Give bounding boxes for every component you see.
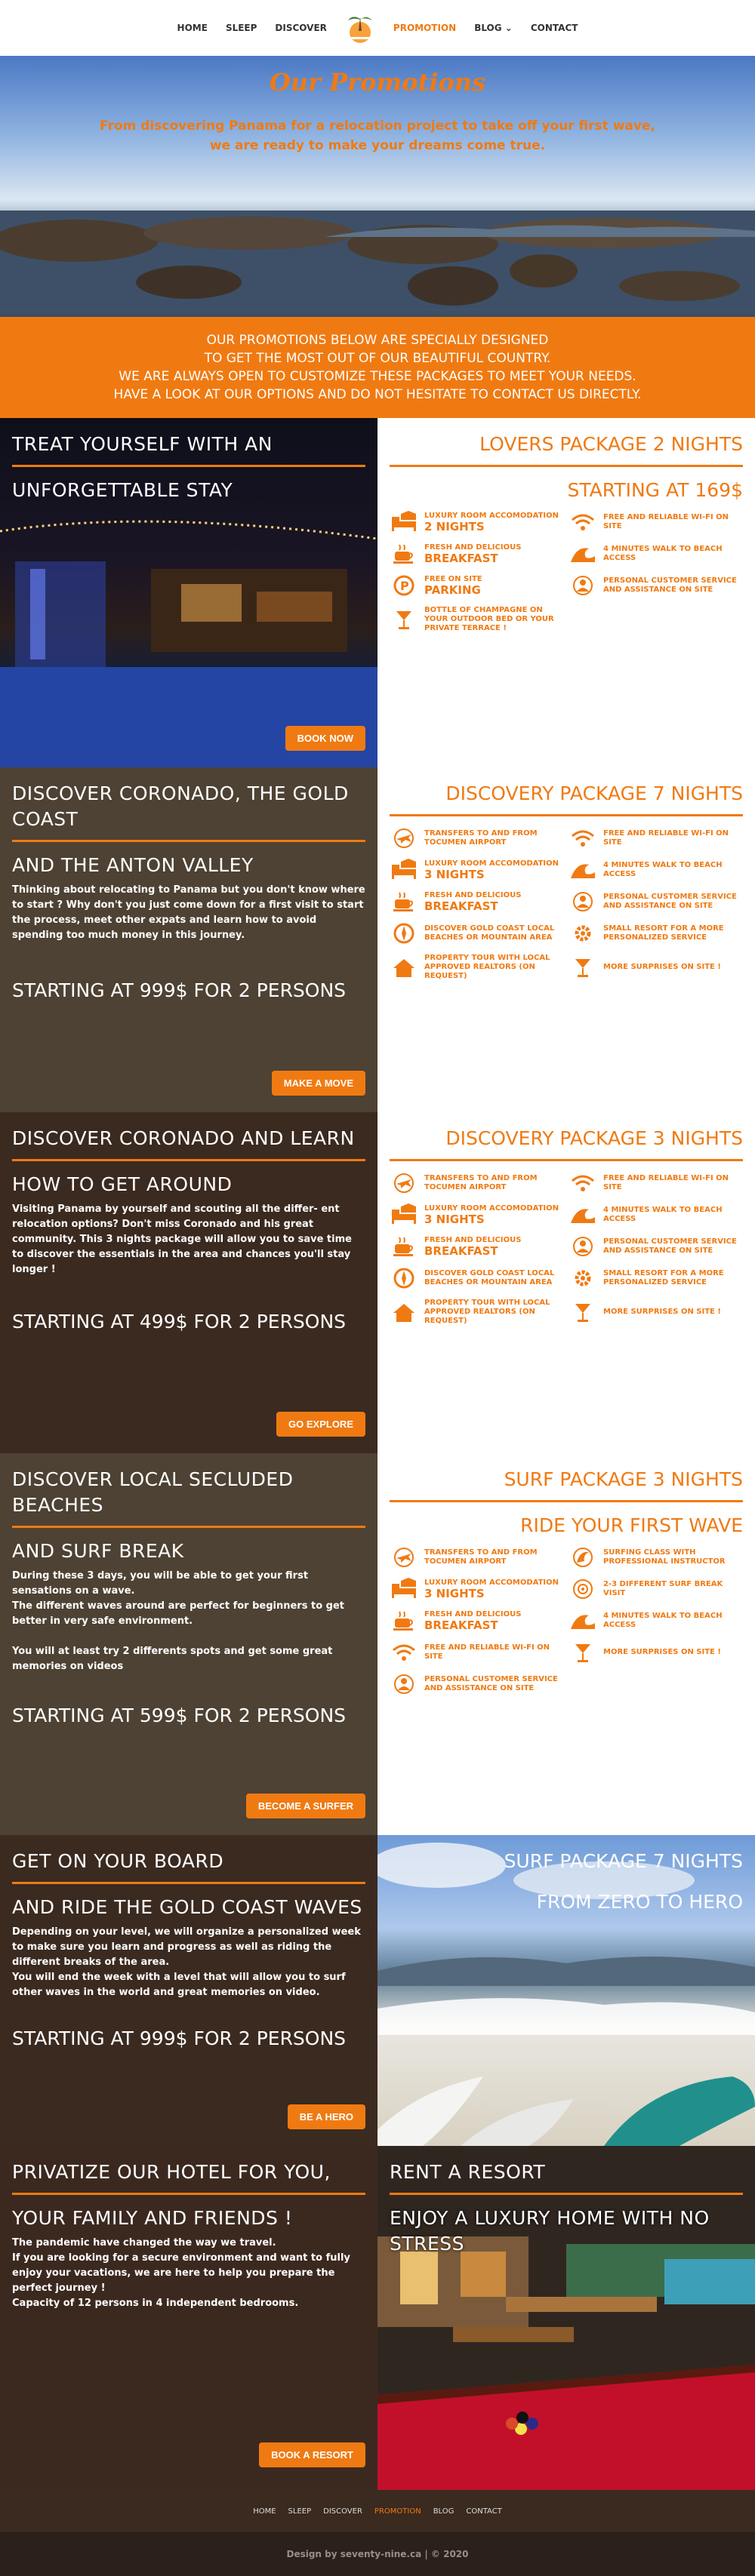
chevron-down-icon: ⌄ [504, 23, 513, 33]
feature-item [390, 954, 564, 981]
surf3-heading-1: DISCOVER LOCAL SECLUDED BEACHES [12, 1467, 365, 1528]
feature-text [603, 1648, 721, 1657]
feature-small-text: FRESH AND DELICIOUS [424, 1235, 522, 1244]
feature-small-text: PROPERTY TOUR WITH LOCAL APPROVED REALTORS (ON REQUEST) [424, 1299, 550, 1325]
feature-text [424, 1675, 564, 1693]
feature-item [569, 1546, 743, 1569]
surf3-right [378, 1453, 755, 1835]
feature-small-text: 4 MINUTES WALK TO BEACH ACCESS [603, 861, 723, 878]
hero-banner [0, 56, 755, 317]
feature-text [424, 512, 559, 533]
bed-icon [390, 859, 418, 881]
compass-icon [390, 1267, 418, 1290]
hero-line-1: From discovering Panama for a relocation project to take off your first wave, [100, 118, 655, 134]
disc3-heading-2: HOW TO GET AROUND [12, 1173, 233, 1195]
feature-text [424, 954, 564, 981]
feature-small-text: TRANSFERS TO AND FROM TOCUMEN AIRPORT [424, 1174, 538, 1191]
nav-home[interactable]: HOME [177, 23, 208, 33]
footer-sleep[interactable]: SLEEP [288, 2507, 312, 2516]
person-icon [569, 574, 597, 597]
feature-text [603, 1580, 743, 1598]
feature-small-text: DISCOVER GOLD COAST LOCAL BEACHES OR MOUNTAIN AREA [424, 924, 555, 942]
feature-small-text: LUXURY ROOM ACCOMODATION [424, 859, 559, 868]
nav-sleep[interactable]: SLEEP [225, 23, 257, 33]
feature-item [390, 511, 564, 533]
logo[interactable] [342, 10, 378, 46]
feature-text [603, 1548, 743, 1566]
feature-item [390, 922, 564, 945]
feature-small-text: 4 MINUTES WALK TO BEACH ACCESS [603, 1612, 723, 1629]
bed-icon [390, 1578, 418, 1600]
distant-island [325, 222, 755, 237]
feature-item [390, 1267, 564, 1290]
feature-small-text: TRANSFERS TO AND FROM TOCUMEN AIRPORT [424, 1548, 538, 1566]
feature-small-text: LUXURY ROOM ACCOMODATION [424, 1203, 559, 1213]
wifi-icon [569, 1172, 597, 1194]
feature-item [569, 1641, 743, 1664]
coffee-icon [390, 1235, 418, 1258]
feature-big-text: BREAKFAST [424, 899, 498, 913]
surf3-features [390, 1546, 743, 1695]
feature-item [569, 543, 743, 565]
lovers-subtitle: STARTING AT 169$ [567, 479, 743, 501]
bed-icon [390, 511, 418, 533]
feature-small-text: FREE ON SITE [424, 574, 482, 583]
banner-line: HAVE A LOOK AT OUR OPTIONS AND DO NOT HESITATE TO CONTACT US DIRECTLY. [113, 387, 642, 402]
feature-text [603, 1206, 743, 1224]
feature-text [603, 545, 743, 563]
feature-text [424, 1610, 521, 1632]
disc7-features [390, 827, 743, 981]
feature-text [603, 829, 743, 847]
feature-small-text: FRESH AND DELICIOUS [424, 543, 522, 552]
surf3-description: During these 3 days, you will be able to get your first sensations on a wave. The different waves around are perfect for beginners to get better in very safe environment. You will at least try 2 differents spots and get some great memories on videos [12, 1570, 344, 1672]
surf3-left [0, 1453, 378, 1835]
feature-small-text: 2-3 DIFFERENT SURF BREAK VISIT [603, 1580, 723, 1597]
feature-small-text: PROPERTY TOUR WITH LOCAL APPROVED REALTORS (ON REQUEST) [424, 954, 550, 980]
feature-text [424, 606, 564, 633]
resort-poolroom-photo [378, 2146, 755, 2490]
feature-item [569, 1172, 743, 1194]
feature-item [390, 1609, 564, 1632]
package-surf-3 [0, 1453, 755, 1835]
feature-big-text: BREAKFAST [424, 551, 498, 565]
feature-item [390, 890, 564, 913]
champagne-icon [569, 1301, 597, 1323]
resort-left [0, 2146, 378, 2490]
disc3-right [378, 1112, 755, 1453]
feature-item [390, 1546, 564, 1569]
disc3-left [0, 1112, 378, 1453]
wifi-icon [569, 511, 597, 533]
gear-icon [569, 1267, 597, 1290]
lovers-left [0, 418, 378, 767]
feature-big-text: 3 NIGHTS [424, 1586, 485, 1600]
surf7-left [0, 1835, 378, 2146]
surf7-price: STARTING AT 999$ FOR 2 PERSONS [12, 2027, 347, 2049]
feature-text [424, 1269, 564, 1287]
become-a-surfer-button[interactable]: BECOME A SURFER [246, 1794, 365, 1818]
feature-small-text: 4 MINUTES WALK TO BEACH ACCESS [603, 1206, 723, 1223]
footer-promotion[interactable]: PROMOTION [374, 2507, 421, 2516]
feature-text [424, 829, 564, 847]
feature-small-text: MORE SURPRISES ON SITE ! [603, 963, 721, 971]
feature-text [424, 859, 559, 881]
beach-surfboards-photo [378, 1835, 755, 2146]
feature-small-text: 4 MINUTES WALK TO BEACH ACCESS [603, 545, 723, 562]
footer-nav [0, 2490, 755, 2532]
footer-home[interactable]: HOME [253, 2507, 276, 2516]
banner-line: OUR PROMOTIONS BELOW ARE SPECIALLY DESIGNED [206, 333, 549, 348]
bed-icon [390, 1203, 418, 1226]
feature-small-text: MORE SURPRISES ON SITE ! [603, 1648, 721, 1656]
feature-item [569, 1203, 743, 1226]
nav-blog[interactable] [474, 23, 513, 33]
feature-item [390, 827, 564, 850]
coffee-icon [390, 1609, 418, 1632]
feature-small-text: LUXURY ROOM ACCOMODATION [424, 1578, 559, 1587]
nav-promotion[interactable]: PROMOTION [393, 23, 457, 33]
disc3-title: DISCOVERY PACKAGE 3 NIGHTS [390, 1126, 743, 1161]
disc7-left [0, 767, 378, 1112]
feature-text [424, 1548, 564, 1566]
wave-icon [569, 859, 597, 881]
feature-item [569, 1267, 743, 1290]
coffee-icon [390, 890, 418, 913]
feature-text [603, 893, 743, 911]
target-icon [569, 1578, 597, 1600]
go-explore-button[interactable]: GO EXPLORE [276, 1412, 365, 1437]
feature-text [424, 1643, 564, 1661]
wave-icon [569, 1609, 597, 1632]
plane-icon [390, 1546, 418, 1569]
footer-contact[interactable]: CONTACT [466, 2507, 502, 2516]
feature-small-text: PERSONAL CUSTOMER SERVICE AND ASSISTANCE ON SITE [603, 1237, 737, 1255]
surf7-heading-2: AND RIDE THE GOLD COAST WAVES [12, 1896, 362, 1918]
feature-text [424, 1578, 559, 1600]
feature-text [424, 1299, 564, 1326]
feature-item [569, 890, 743, 913]
be-a-hero-button[interactable]: BE A HERO [288, 2104, 365, 2129]
person-icon [569, 1235, 597, 1258]
nav-blog-label: BLOG [474, 23, 502, 33]
feature-text [603, 1174, 743, 1192]
coffee-icon [390, 543, 418, 565]
feature-big-text: 3 NIGHTS [424, 867, 485, 881]
feature-text [603, 1237, 743, 1256]
feature-big-text: 2 NIGHTS [424, 519, 485, 533]
feature-small-text: PERSONAL CUSTOMER SERVICE AND ASSISTANCE ON SITE [603, 893, 737, 910]
feature-item [390, 574, 564, 597]
feature-item [569, 574, 743, 597]
intro-banner [0, 317, 755, 418]
footer-blog[interactable]: BLOG [433, 2507, 455, 2516]
hero-subtitle [0, 116, 755, 155]
surf7-heading-1: GET ON YOUR BOARD [12, 1849, 365, 1884]
disc7-right [378, 767, 755, 1112]
feature-item [569, 1235, 743, 1258]
parking-icon [390, 574, 418, 597]
feature-big-text: PARKING [424, 583, 481, 597]
disc7-description: Thinking about relocating to Panama but you don't know where to start ? Why don't you just come down for a first visit to start the process, meet other expats and learn how to avoid spending too much money in this journey. [12, 884, 365, 941]
champagne-icon [569, 956, 597, 979]
resort-subtitle: ENJOY A LUXURY HOME WITH NO STRESS [390, 2207, 710, 2255]
feature-small-text: FREE AND RELIABLE WI-FI ON SITE [603, 829, 729, 847]
wave-icon [569, 1203, 597, 1226]
nav-contact[interactable]: CONTACT [530, 23, 578, 33]
lovers-right [378, 418, 755, 767]
feature-text [424, 891, 521, 913]
gear-icon [569, 922, 597, 945]
copyright: Design by seventy-nine.ca | © 2020 [0, 2532, 755, 2576]
person-icon [569, 890, 597, 913]
feature-small-text: FREE AND RELIABLE WI-FI ON SITE [603, 513, 729, 530]
feature-text [603, 513, 743, 531]
resort-title: RENT A RESORT [390, 2159, 743, 2195]
feature-item [390, 543, 564, 565]
plane-icon [390, 827, 418, 850]
wifi-icon [390, 1641, 418, 1664]
feature-item [390, 1578, 564, 1600]
feature-small-text: FREE AND RELIABLE WI-FI ON SITE [424, 1643, 550, 1661]
feature-item [390, 1673, 564, 1695]
disc3-features [390, 1172, 743, 1326]
feature-big-text: 3 NIGHTS [424, 1212, 485, 1226]
feature-text [603, 576, 743, 595]
svg-text:P: P [400, 579, 409, 593]
feature-item [569, 1609, 743, 1632]
make-a-move-button[interactable]: MAKE A MOVE [272, 1071, 365, 1096]
feature-small-text: FRESH AND DELICIOUS [424, 890, 522, 899]
person-icon [390, 1673, 418, 1695]
surf3-price: STARTING AT 599$ FOR 2 PERSONS [12, 1705, 347, 1726]
feature-item [390, 1299, 564, 1326]
feature-text [424, 575, 482, 597]
book-now-button[interactable]: BOOK NOW [285, 726, 365, 751]
book-a-resort-button[interactable]: BOOK A RESORT [259, 2442, 365, 2467]
feature-small-text: SMALL RESORT FOR A MORE PERSONALIZED SERVICE [603, 924, 724, 942]
feature-text [424, 1204, 559, 1226]
feature-item [390, 1172, 564, 1194]
resort-description: The pandemic have changed the way we travel. If you are looking for a secure environment and want to fully enjoy your vacations, we are here to help you prepare the perfect journey ! Capacity of 12 persons in 4 independent bedrooms. [12, 2237, 350, 2309]
feature-small-text: SMALL RESORT FOR A MORE PERSONALIZED SERVICE [603, 1269, 724, 1286]
resort-heading-2: YOUR FAMILY AND FRIENDS ! [12, 2207, 293, 2229]
feature-text [424, 543, 521, 565]
surf7-description: Depending on your level, we will organize a personalized week to make sure you learn and progress as well as riding the different breaks of the area. You will end the week with a level that will allow you to surf other waves in the world and great memories on video. [12, 1926, 361, 1998]
feature-small-text: FREE AND RELIABLE WI-FI ON SITE [603, 1174, 729, 1191]
feature-small-text: PERSONAL CUSTOMER SERVICE AND ASSISTANCE ON SITE [603, 576, 737, 594]
resort-heading-1: PRIVATIZE OUR HOTEL FOR YOU, [12, 2159, 365, 2195]
surf7-right [378, 1835, 755, 2146]
feature-item [569, 859, 743, 881]
feature-small-text: PERSONAL CUSTOMER SERVICE AND ASSISTANCE ON SITE [424, 1675, 558, 1692]
feature-text [424, 1236, 521, 1258]
feature-text [603, 1308, 721, 1317]
page-title: Our Promotions [269, 68, 486, 97]
banner-line: WE ARE ALWAYS OPEN TO CUSTOMIZE THESE PACKAGES TO MEET YOUR NEEDS. [119, 369, 636, 384]
feature-text [603, 1612, 743, 1630]
feature-small-text: MORE SURPRISES ON SITE ! [603, 1308, 721, 1316]
feature-text [603, 1269, 743, 1287]
feature-text [424, 924, 564, 942]
compass-icon [390, 922, 418, 945]
disc7-heading-1: DISCOVER CORONADO, THE GOLD COAST [12, 781, 365, 842]
disc3-price: STARTING AT 499$ FOR 2 PERSONS [12, 1311, 347, 1333]
disc7-heading-2: AND THE ANTON VALLEY [12, 854, 254, 876]
feature-big-text: BREAKFAST [424, 1618, 498, 1632]
hero-line-2: we are ready to make your dreams come true. [209, 138, 546, 153]
feature-item [569, 1578, 743, 1600]
surf3-heading-2: AND SURF BREAK [12, 1540, 184, 1562]
package-rent-resort [0, 2146, 755, 2490]
wifi-icon [569, 827, 597, 850]
lovers-features [390, 511, 743, 633]
banner-line: TO GET THE MOST OUT OF OUR BEAUTIFUL COUNTRY. [204, 351, 551, 366]
feature-small-text: BOTTLE OF CHAMPAGNE ON YOUR OUTDOOR BED OR YOUR PRIVATE TERRACE ! [424, 606, 554, 632]
package-lovers [0, 418, 755, 767]
feature-text [424, 1174, 564, 1192]
disc7-price: STARTING AT 999$ FOR 2 PERSONS [12, 979, 347, 1001]
surf3-subtitle: RIDE YOUR FIRST WAVE [520, 1514, 743, 1536]
feature-item [569, 1299, 743, 1326]
champagne-icon [569, 1641, 597, 1664]
plane-icon [390, 1172, 418, 1194]
lovers-heading-1: TREAT YOURSELF WITH AN [12, 432, 365, 467]
package-surf-7 [0, 1835, 755, 2146]
surf7-title: SURF PACKAGE 7 NIGHTS [504, 1850, 743, 1872]
feature-item [569, 922, 743, 945]
footer-discover[interactable]: DISCOVER [323, 2507, 362, 2516]
feature-item [390, 1203, 564, 1226]
surf7-subtitle: FROM ZERO TO HERO [536, 1891, 743, 1913]
top-nav [0, 0, 755, 56]
feature-item [390, 1235, 564, 1258]
feature-big-text: BREAKFAST [424, 1243, 498, 1258]
package-discovery-3 [0, 1112, 755, 1453]
feature-small-text: FRESH AND DELICIOUS [424, 1609, 522, 1618]
feature-small-text: SURFING CLASS WITH PROFESSIONAL INSTRUCTOR [603, 1548, 726, 1566]
feature-text [603, 924, 743, 942]
feature-item [390, 606, 564, 633]
feature-small-text: TRANSFERS TO AND FROM TOCUMEN AIRPORT [424, 829, 538, 847]
disc3-description: Visiting Panama by yourself and scouting all the differ- ent relocation options? Don't miss Coronado and his great community. This 3 nights package will allow you to save time to discover the essentials in the area and chances you'll stay longer ! [12, 1203, 352, 1275]
feature-text [603, 861, 743, 879]
lovers-title: LOVERS PACKAGE 2 NIGHTS [390, 432, 743, 467]
champagne-icon [390, 608, 418, 631]
feature-item [569, 827, 743, 850]
feature-small-text: DISCOVER GOLD COAST LOCAL BEACHES OR MOUNTAIN AREA [424, 1269, 555, 1286]
feature-text [603, 963, 721, 972]
resort-right [378, 2146, 755, 2490]
feature-item [569, 511, 743, 533]
house-icon [390, 1301, 418, 1323]
surf-icon [569, 1546, 597, 1569]
house-icon [390, 956, 418, 979]
package-discovery-7 [0, 767, 755, 1112]
wave-icon [569, 543, 597, 565]
feature-item [390, 1641, 564, 1664]
disc3-heading-1: DISCOVER CORONADO AND LEARN [12, 1126, 365, 1161]
feature-small-text: LUXURY ROOM ACCOMODATION [424, 511, 559, 520]
nav-discover[interactable]: DISCOVER [275, 23, 327, 33]
disc7-title: DISCOVERY PACKAGE 7 NIGHTS [390, 781, 743, 816]
feature-item [569, 954, 743, 981]
feature-item [390, 859, 564, 881]
surf3-title: SURF PACKAGE 3 NIGHTS [390, 1467, 743, 1502]
lovers-heading-2: UNFORGETTABLE STAY [12, 479, 233, 501]
